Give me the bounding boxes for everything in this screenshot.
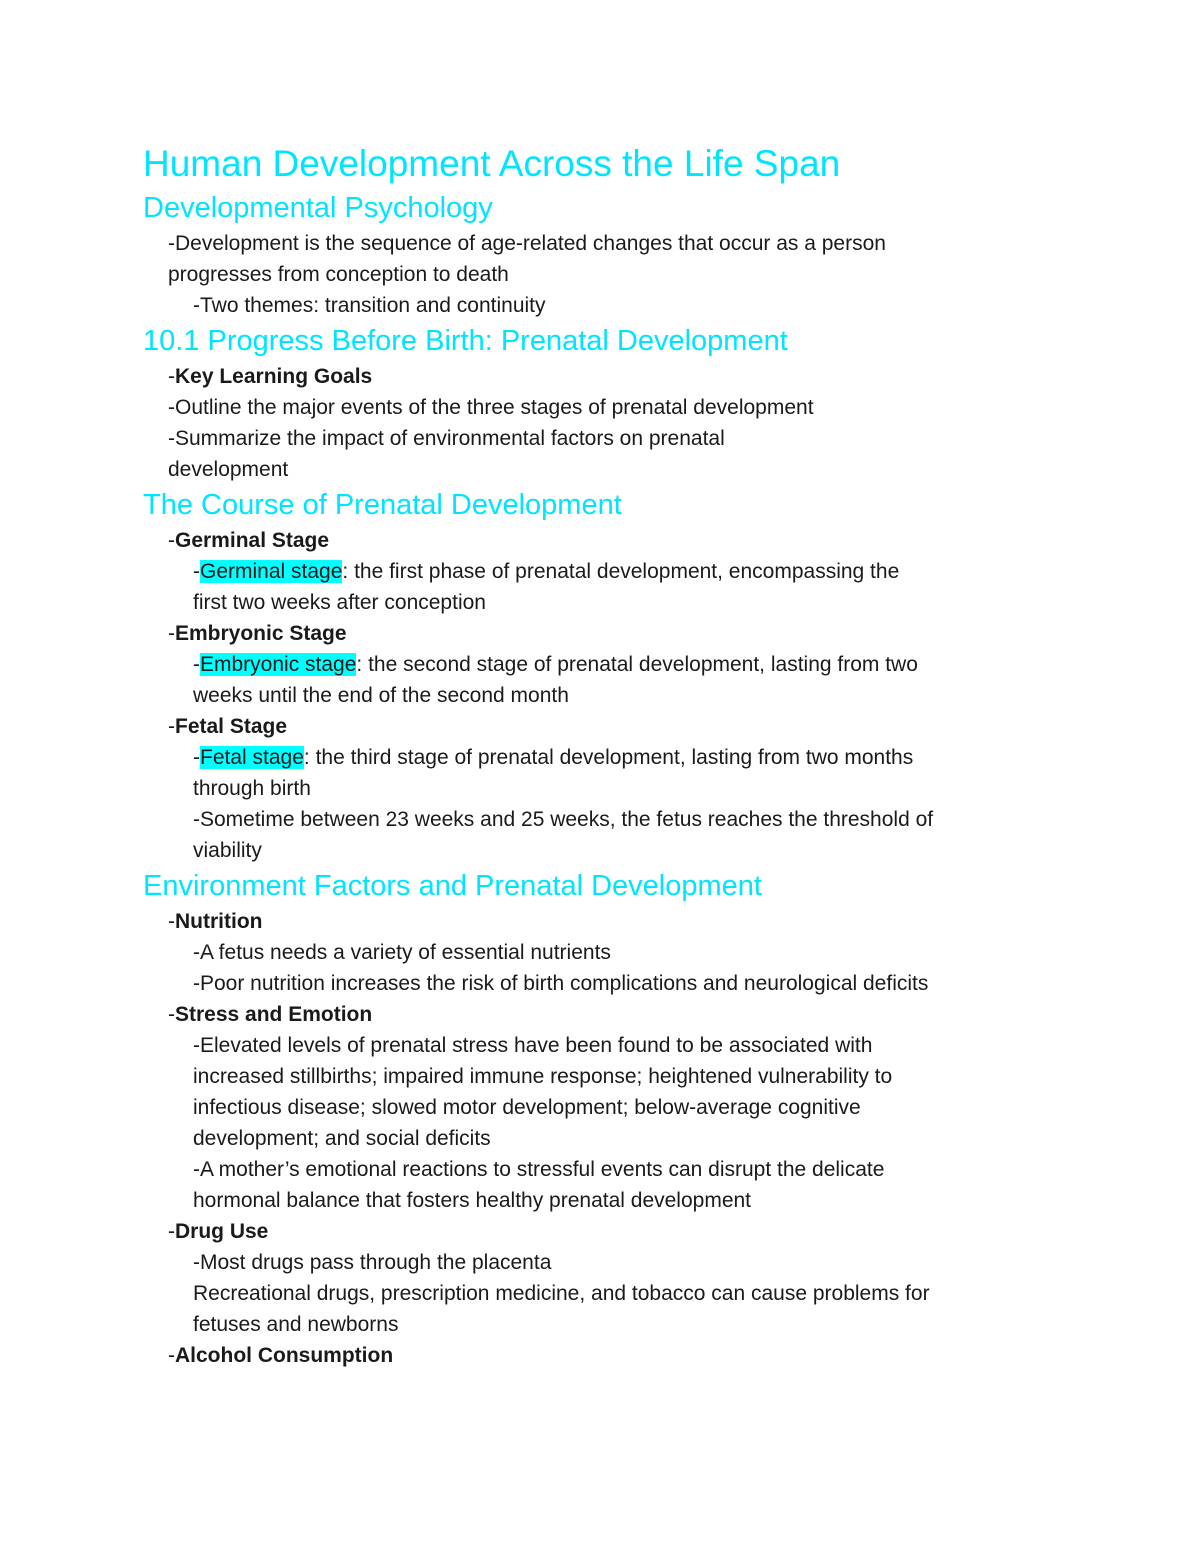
nutrition-label: Nutrition xyxy=(175,910,263,933)
embryonic-definition-line xyxy=(143,649,1043,680)
document-body xyxy=(143,140,1043,1371)
dash: - xyxy=(168,1220,175,1243)
paragraph-line: -Poor nutrition increases the risk of birth complications and neurological deficits xyxy=(193,972,929,995)
stress-label: Stress and Emotion xyxy=(175,1003,373,1026)
paragraph-line: infectious disease; slowed motor development; below-average cognitive xyxy=(193,1096,861,1119)
paragraph-line: development; and social deficits xyxy=(193,1127,491,1150)
highlighted-term: Fetal stage xyxy=(200,746,304,769)
dash: - xyxy=(168,622,175,645)
dash: - xyxy=(168,715,175,738)
heading-developmental-psychology: Developmental Psychology xyxy=(143,192,493,224)
dash: - xyxy=(193,746,200,769)
document-title: Human Development Across the Life Span xyxy=(143,143,841,184)
paragraph-line: progresses from conception to death xyxy=(168,263,509,286)
heading-course-prenatal: The Course of Prenatal Development xyxy=(143,489,622,521)
paragraph-line: weeks until the end of the second month xyxy=(193,684,569,707)
germinal-stage-label: Germinal Stage xyxy=(175,529,330,552)
goal-line: -Outline the major events of the three stages of prenatal development xyxy=(168,396,814,419)
drug-use-label: Drug Use xyxy=(175,1220,269,1243)
paragraph-line: hormonal balance that fosters healthy prenatal development xyxy=(193,1189,752,1212)
paragraph-line: -A mother’s emotional reactions to stressful events can disrupt the delicate xyxy=(193,1158,885,1181)
alcohol-label: Alcohol Consumption xyxy=(175,1344,394,1367)
paragraph-line: increased stillbirths; impaired immune response; heightened vulnerability to xyxy=(193,1065,893,1088)
highlighted-term: Embryonic stage xyxy=(200,653,357,676)
germinal-definition-line xyxy=(143,556,1043,587)
dash: - xyxy=(168,910,175,933)
drug-use-label-line xyxy=(143,1216,1043,1247)
dash: - xyxy=(193,653,200,676)
highlighted-term: Germinal stage xyxy=(200,560,343,583)
key-learning-goals-label: Key Learning Goals xyxy=(175,365,373,388)
dash: - xyxy=(168,365,175,388)
dash: - xyxy=(168,1344,175,1367)
embryonic-stage-label: Embryonic Stage xyxy=(175,622,347,645)
embryonic-stage-label-line xyxy=(143,618,1043,649)
heading-prenatal-development: 10.1 Progress Before Birth: Prenatal Development xyxy=(143,325,788,357)
goal-line: development xyxy=(168,458,289,481)
heading-environment-factors: Environment Factors and Prenatal Development xyxy=(143,870,762,902)
goal-line: -Summarize the impact of environmental factors on prenatal xyxy=(168,427,725,450)
definition-text: : the third stage of prenatal development, lasting from two months xyxy=(303,746,914,769)
paragraph-line: -Development is the sequence of age-related changes that occur as a person xyxy=(168,232,886,255)
paragraph-line: through birth xyxy=(193,777,311,800)
fetal-stage-label-line xyxy=(143,711,1043,742)
paragraph-line: -Two themes: transition and continuity xyxy=(193,294,546,317)
paragraph-line: fetuses and newborns xyxy=(193,1313,399,1336)
paragraph-line: viability xyxy=(193,839,262,862)
paragraph-line: first two weeks after conception xyxy=(193,591,486,614)
fetal-stage-label: Fetal Stage xyxy=(175,715,288,738)
nutrition-label-line xyxy=(143,906,1043,937)
paragraph-line: -Sometime between 23 weeks and 25 weeks, the fetus reaches the threshold of xyxy=(193,808,934,831)
paragraph-line: -Elevated levels of prenatal stress have been found to be associated with xyxy=(193,1034,873,1057)
paragraph-line: -A fetus needs a variety of essential nutrients xyxy=(193,941,611,964)
dash: - xyxy=(168,529,175,552)
key-learning-goals-line xyxy=(143,361,1043,392)
dash: - xyxy=(168,1003,175,1026)
alcohol-label-line xyxy=(143,1340,1043,1371)
definition-text: : the second stage of prenatal development, lasting from two xyxy=(356,653,918,676)
stress-label-line xyxy=(143,999,1043,1030)
paragraph-line: Recreational drugs, prescription medicine, and tobacco can cause problems for xyxy=(193,1282,930,1305)
paragraph-line: -Most drugs pass through the placenta xyxy=(193,1251,552,1274)
definition-text: : the first phase of prenatal development, encompassing the xyxy=(342,560,900,583)
dash: - xyxy=(193,560,200,583)
germinal-stage-label-line xyxy=(143,525,1043,556)
fetal-definition-line xyxy=(143,742,1043,773)
